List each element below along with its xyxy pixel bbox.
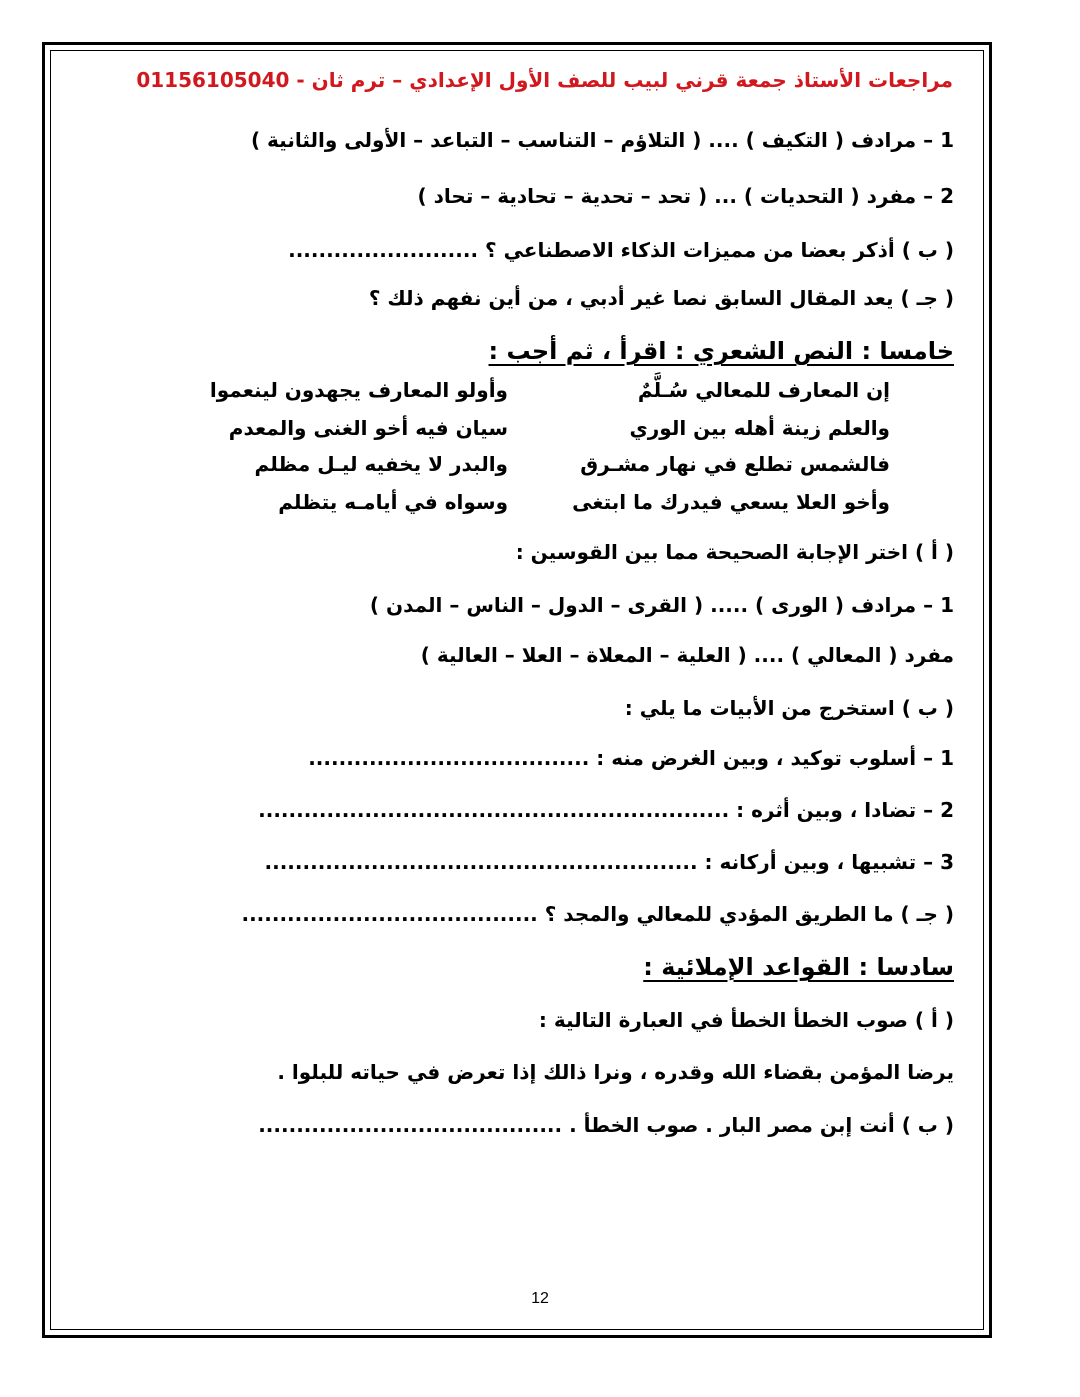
poem-verse-4-first: وأخو العلا يسعي فيدرك ما ابتغى [572,490,890,514]
section-title-poetry: خامسا : النص الشعري : اقرأ ، ثم أجب : [488,337,954,365]
poem-verse-3-first: فالشمس تطلع في نهار مشـرق [580,452,890,476]
question-synonym-adaptation: 1 – مرادف ( التكيف ) .... ( التلاؤم – التناسب – التباعد – الأولى والثانية ) [250,128,954,152]
poem-verse-4-second: وسواه في أيامـه يتظلم [278,490,508,514]
poem-verse-1-second: وأولو المعارف يجهدون لينعموا [209,378,508,402]
section-title-spelling: سادسا : القواعد الإملائية : [643,953,954,981]
poem-verse-3-second: والبدر لا يخفيه ليـل مظلم [254,452,508,476]
sentence-with-errors: يرضا المؤمن بقضاء الله وقدره ، ونرا ذالك إذا تعرض في حياته للبلوا . [277,1060,954,1084]
question-choose-answer: ( أ ) اختر الإجابة الصحيحة مما بين القوسين : [515,540,954,564]
question-path-to-glory: ( جـ ) ما الطريق المؤدي للمعالي والمجد ؟ ....................................... [241,902,954,926]
question-correct-error: ( أ ) صوب الخطأ الخطأ في العبارة التالية : [538,1008,954,1032]
question-emphasis-style: 1 – أسلوب توكيد ، وبين الغرض منه : ..................................... [308,746,954,770]
poem-verse-2-second: سيان فيه أخو الغنى والمعدم [228,416,508,440]
question-simile: 3 – تشبيها ، وبين أركانه : ......................................................... [264,850,954,874]
question-synonym-wara: 1 – مرادف ( الورى ) ..... ( القرى – الدول – الناس – المدن ) [369,593,954,617]
question-extract-from-verses: ( ب ) استخرج من الأبيات ما يلي : [624,696,954,720]
question-singular-challenges: 2 – مفرد ( التحديات ) ... ( تحد – تحدية – تحادية – تحاد ) [417,184,954,208]
question-nonliterary-text: ( جـ ) يعد المقال السابق نصا غير أدبي ، من أين نفهم ذلك ؟ [368,286,954,310]
page-header: مراجعات الأستاذ جمعة قرني لبيب للصف الأول الإعدادي – ترم ثان - 01156105040 [136,68,953,92]
poem-verse-2-first: والعلم زينة أهله بين الوري [629,416,890,440]
poem-verse-1-first: إن المعارف للمعالي سُـلَّمٌ [637,378,890,402]
question-antithesis: 2 – تضادا ، وبين أثره : .............................................................. [258,798,954,822]
question-ai-features: ( ب ) أذكر بعضا من مميزات الذكاء الاصطناعي ؟ ......................... [288,238,954,262]
page-number: 12 [531,1290,549,1307]
question-singular-maali: مفرد ( المعالي ) .... ( العلية – المعلاة – العلا – العالية ) [420,643,954,667]
question-correct-ibn: ( ب ) أنت إبن مصر البار . صوب الخطأ . ........................................ [258,1113,954,1137]
